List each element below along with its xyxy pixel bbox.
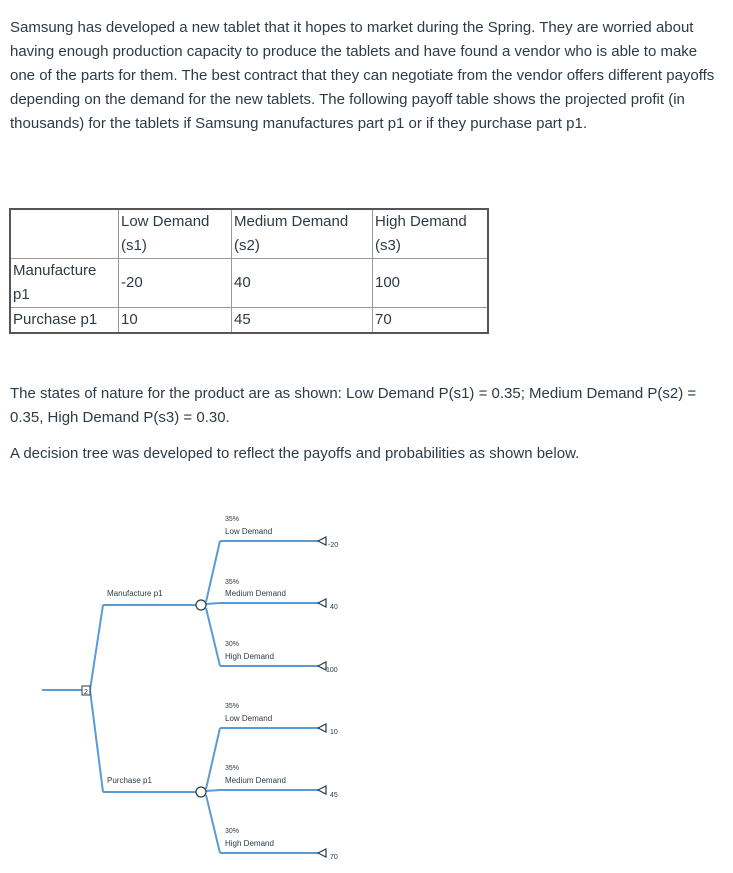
outcome-probability: 35% <box>225 516 240 523</box>
terminal-triangle-icon <box>318 599 326 607</box>
terminal-triangle-icon <box>318 786 326 794</box>
terminal-triangle-icon <box>318 662 326 670</box>
branch-diagonal-manufacture <box>90 605 103 690</box>
table-header-row <box>10 209 488 259</box>
branch-label: Manufacture p1 <box>107 589 163 598</box>
outcome-label: Low Demand <box>225 714 273 723</box>
outcome-label: Medium Demand <box>225 776 286 785</box>
chance-node-circle <box>196 600 206 610</box>
branch-label: Purchase p1 <box>107 776 152 785</box>
table-cell: 100 <box>373 259 489 308</box>
table-corner-cell <box>10 209 119 259</box>
header-cell <box>119 209 232 259</box>
row-label <box>10 259 119 308</box>
outcome-diagonal <box>206 603 220 604</box>
outcome-probability: 35% <box>225 703 240 710</box>
header-sublabel: (s1) <box>121 237 147 254</box>
terminal-triangle-icon <box>318 849 326 857</box>
header-label: Low Demand <box>121 213 210 230</box>
table-row <box>10 308 488 334</box>
row-label-text: Manufacture <box>13 262 97 279</box>
header-cell <box>232 209 373 259</box>
terminal-triangle-icon <box>318 537 326 545</box>
intro-paragraph: Samsung has developed a new tablet that it hopes to market during the Spring. They are worried about having enough production capacity to produce the tablets and have found a vendor who is able to make one of the parts for them. The best contract that they can negotiate from the vendor offers different payoffs depending on the demand for the new tablets. The following payoff table shows the projected profit (in thousands) for the tablets if Samsung manufactures part p1 or if they purchase part p1. <box>10 19 715 132</box>
tree-branch-lines <box>42 541 318 853</box>
outcome-diagonal <box>206 790 220 791</box>
outcome-label: Medium Demand <box>225 589 286 598</box>
outcome-probability: 35% <box>225 579 240 586</box>
outcome-label: High Demand <box>225 652 274 661</box>
header-sublabel: (s3) <box>375 237 401 254</box>
payoff-table <box>9 208 489 334</box>
table-cell: -20 <box>119 259 232 308</box>
header-sublabel: (s2) <box>234 237 260 254</box>
outcome-diagonal <box>206 795 220 853</box>
row-label-text: p1 <box>13 286 30 303</box>
header-cell <box>373 209 489 259</box>
outcome-probability: 30% <box>225 641 240 648</box>
states-paragraph: The states of nature for the product are as shown: Low Demand P(s1) = 0.35; Medium Demand P(s2) = 0.35, High Demand P(s3) = 0.30. <box>10 385 697 426</box>
terminal-triangle-icon <box>318 724 326 732</box>
table-cell: 10 <box>119 308 232 334</box>
payoff-value: 40 <box>330 604 338 611</box>
payoff-value: 45 <box>330 792 338 799</box>
decision-node-label: 2 <box>84 689 88 696</box>
table-cell: 45 <box>232 308 373 334</box>
outcome-label: High Demand <box>225 839 274 848</box>
outcome-probability: 35% <box>225 765 240 772</box>
decision-tree <box>0 500 380 870</box>
table-row <box>10 259 488 308</box>
tree-intro-paragraph: A decision tree was developed to reflect the payoffs and probabilities as shown below. <box>10 445 580 462</box>
outcome-label: Low Demand <box>225 527 273 536</box>
payoff-value: 70 <box>330 854 338 861</box>
payoff-value: -20 <box>328 542 339 549</box>
table-cell: 40 <box>232 259 373 308</box>
terminal-nodes <box>318 537 326 857</box>
row-label: Purchase p1 <box>10 308 119 334</box>
outcome-diagonal <box>206 541 220 602</box>
outcome-diagonal <box>206 728 220 789</box>
outcome-diagonal <box>206 608 220 666</box>
payoff-value: 100 <box>326 667 338 674</box>
chance-node-circle <box>196 787 206 797</box>
header-label: High Demand <box>375 213 467 230</box>
table-cell: 70 <box>373 308 489 334</box>
branch-diagonal-purchase <box>90 690 103 792</box>
payoff-value: 10 <box>330 729 338 736</box>
header-label: Medium Demand <box>234 213 349 230</box>
outcome-probability: 30% <box>225 828 240 835</box>
